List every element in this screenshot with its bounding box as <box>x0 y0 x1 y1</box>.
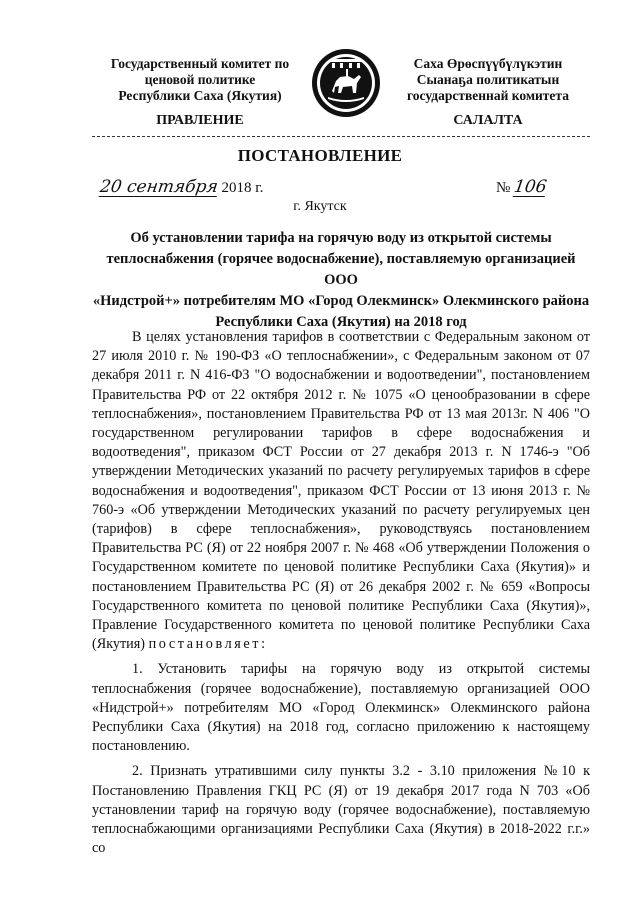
issuer-name-russian <box>96 56 304 104</box>
subject-line: «Нидстрой+» потребителям МО «Город Олекминск» Олекминского района <box>92 293 590 309</box>
issuer-name-yakut <box>390 56 586 104</box>
yakutia-coat-of-arms-icon <box>310 47 382 119</box>
issuer-line: государственнай комитета <box>407 88 569 103</box>
issuer-line: Государственный комитет по <box>110 56 290 71</box>
number-prefix: № <box>496 180 511 196</box>
document-number <box>496 178 547 197</box>
item-paragraph-1: 1. Установить тарифы на горячую воду из открытой системы теплоснабжения (горячее водоснабжение), поставляемую организацией ООО «Нидстрой+» потребителям МО «Город Олекминск» Олекминского района Республики Саха (Якутия) на 2018 год, согласно приложению к настоящему постановлению. <box>92 661 590 755</box>
header-divider <box>92 136 590 137</box>
issuer-line: Республики Саха (Якутия) <box>118 88 282 103</box>
document-subject <box>92 228 590 333</box>
item-paragraph-2: 2. Признать утратившими силу пункты 3.2 - 3.10 приложения №10 к Постановлению Правления ГКЦ РС (Я) от 19 декабря 2017 года N 703 «Об установлении тариф на горячую воду (горячее водоснабжение), поставляемую теплоснабжающими организациями Республики Саха (Якутия) в 2018-2022 г.г.» со <box>92 763 590 857</box>
document-title: ПОСТАНОВЛЕНИЕ <box>237 146 403 165</box>
resolves-word: постановляет: <box>148 636 268 653</box>
issuer-line: ценовой политике <box>144 72 256 87</box>
department-russian: ПРАВЛЕНИЕ <box>156 113 244 128</box>
date-year: 2018 г. <box>221 180 264 196</box>
department-yakut: САЛАЛТА <box>453 113 523 128</box>
document-body <box>92 328 590 864</box>
document-date <box>100 178 263 197</box>
issuer-line: Саха Өрөспүүбүлүкэтин <box>413 56 563 71</box>
issuer-line: Сыанаҕа политикатын <box>416 72 560 87</box>
handwritten-date: 20 сентября <box>98 177 220 197</box>
preamble-text: В целях установления тарифов в соответствии с Федеральным законом от 27 июля 2010 г. № 190-ФЗ «О теплоснабжении», с Федеральным законом от 07 декабря 2011 г. N 416-ФЗ "О водоснабжении и водоотведении", постановлением Правительства РФ от 22 октября 2012 г. № 1075 «О ценообразовании в сфере теплоснабжения», постановлением Правительства РФ от 13 мая 2013г. N 406 "О государственном регулировании тарифов в сфере водоснабжения и водоотведения", приказом ФСТ России от 27 декабря 2013 г. N 1746-э "Об утверждении Методических указаний по расчету регулируемых тарифов в сфере водоснабжения и водоотведения", приказом ФСТ России от 13 июня 2013 г. № 760-э «Об утверждении Методических указаний по расчету регулируемых цен (тарифов) в сфере теплоснабжения», руководствуясь постановлением Правительства РС (Я) от 22 ноября 2007 г. № 468 «Об утверждении Положения о Государственном комитете по ценовой политике Республики Саха (Якутия)» и постановлением Правительства РС (Я) от 26 декабря 2002 г. № 659 «Вопросы Государственного комитета по ценовой политике Республики Саха (Якутия)», Правление Государственного комитета по ценовой политике Республики Саха (Якутия) <box>92 329 590 653</box>
subject-line: Об установлении тарифа на горячую воду из открытой системы <box>130 230 552 246</box>
handwritten-number: 106 <box>512 177 548 197</box>
subject-line: теплоснабжения (горячее водоснабжение), поставляемую организацией ООО <box>106 251 576 288</box>
subject-line: Республики Саха (Якутия) на 2018 год <box>215 314 467 330</box>
document-city: г. Якутск <box>293 199 347 214</box>
preamble-paragraph <box>92 328 590 654</box>
